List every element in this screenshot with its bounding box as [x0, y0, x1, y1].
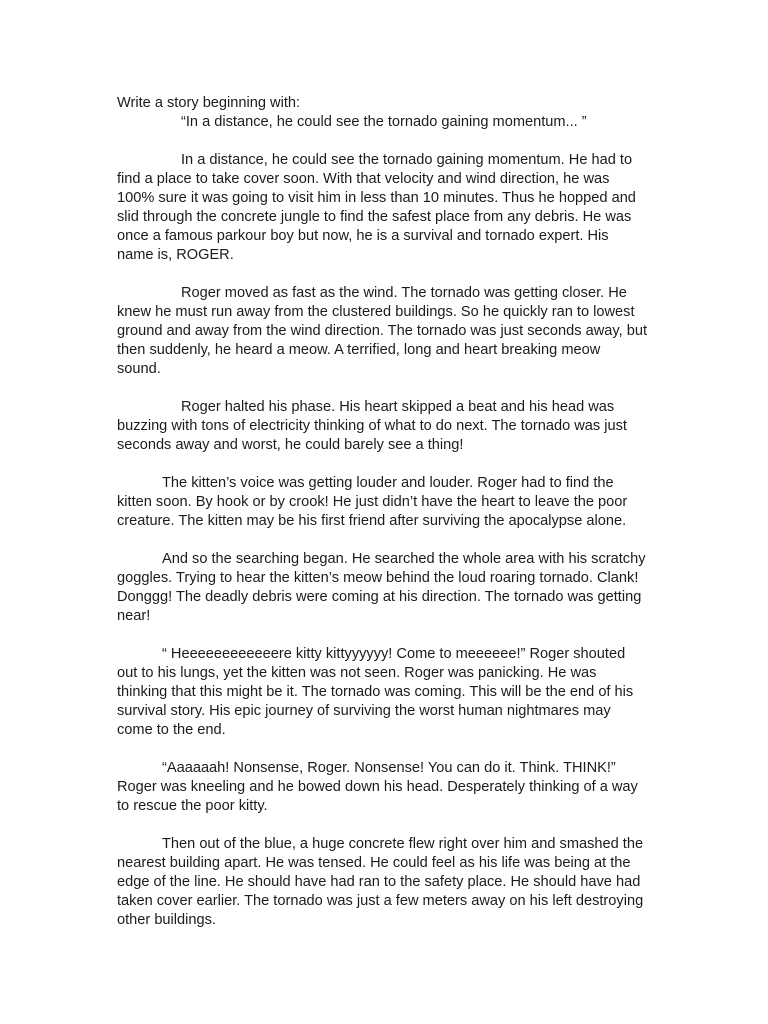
paragraph: Roger moved as fast as the wind. The tornado was getting closer. He knew he must run away from the clustered buildings. So he quickly ran to lowest ground and away from the wind direction. The tornado was just seconds away, but then suddenly, he heard a meow. A terrified, long and heart breaking meow sound. [117, 285, 647, 377]
paragraph: Roger halted his phase. His heart skipped a beat and his head was buzzing with tons of electricity thinking of what to do next. The tornado was just seconds away and worst, he could barely see a thing! [117, 399, 627, 453]
paragraph: And so the searching began. He searched the whole area with his scratchy goggles. Trying to hear the kitten’s meow behind the loud roaring tornado. Clank! Donggg! The deadly debris were coming at his direction. The tornado was getting near! [117, 551, 646, 624]
prompt-intro: Write a story beginning with: [117, 95, 301, 111]
paragraph: “ Heeeeeeeeeeeere kitty kittyyyyyy! Come to meeeeee!” Roger shouted out to his lungs, yet the kitten was not seen. Roger was panicking. He was thinking that this might be it. The tornado was coming. This will be the end of his survival story. His epic journey of surviving the worst human nightmares may come to the end. [117, 646, 634, 738]
paragraph: The kitten’s voice was getting louder and louder. Roger had to find the kitten soon. By hook or by crook! He just didn’t have the heart to leave the poor creature. The kitten may be his first friend after surviving the apocalypse alone. [117, 475, 628, 529]
paragraph: In a distance, he could see the tornado gaining momentum. He had to find a place to take cover soon. With that velocity and wind direction, he was 100% sure it was going to visit him in less than 10 minutes. Thus he hopped and slid through the concrete jungle to find the safest place from any debris. He was once a famous parkour boy but now, he is a survival and tornado expert. His name is, ROGER. [117, 152, 636, 263]
story-text [117, 94, 647, 949]
prompt-quote: “In a distance, he could see the tornado gaining momentum... ” [181, 114, 587, 130]
paragraph: “Aaaaaah! Nonsense, Roger. Nonsense! You can do it. Think. THINK!” Roger was kneeling and he bowed down his head. Desperately thinking of a way to rescue the poor kitty. [117, 760, 638, 814]
paragraph: Then out of the blue, a huge concrete flew right over him and smashed the nearest building apart. He was tensed. He could feel as his life was being at the edge of the line. He should have had ran to the safety place. He should have had taken cover earlier. The tornado was just a few meters away on his left destroying other buildings. [117, 836, 644, 928]
